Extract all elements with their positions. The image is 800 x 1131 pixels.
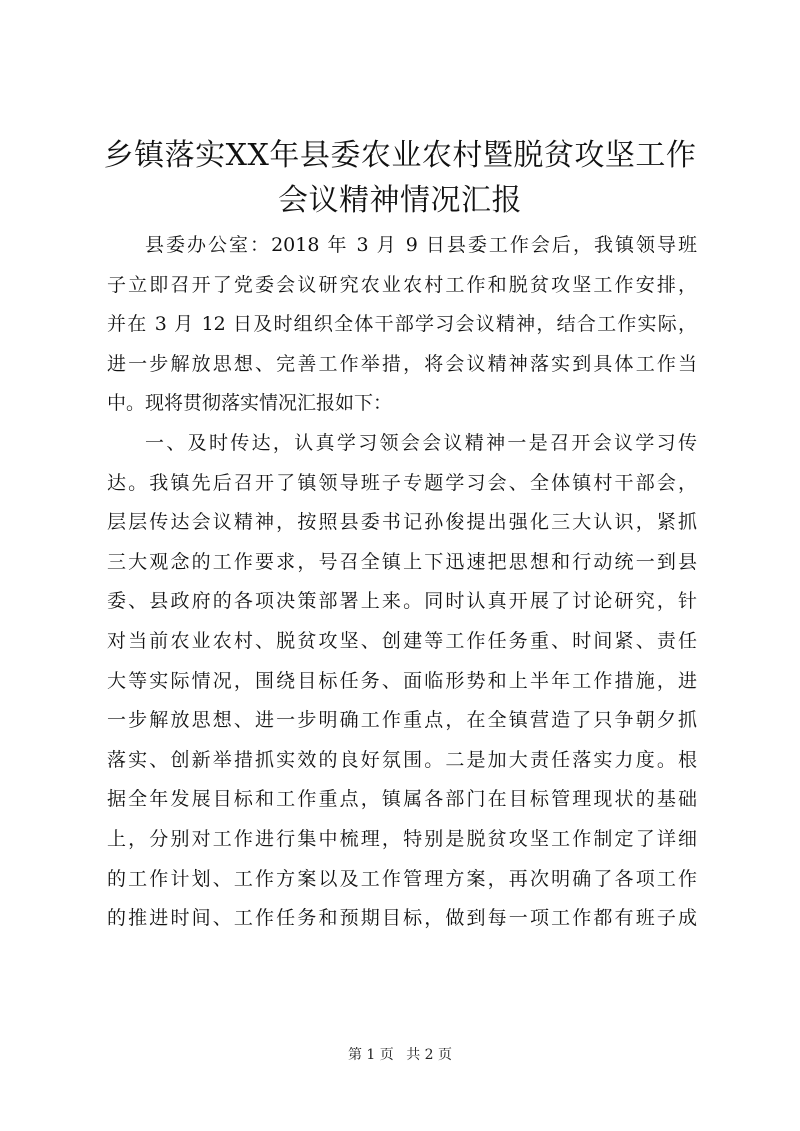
page-total: 共 2 页 (406, 1047, 453, 1063)
body-line: 对当前农业农村、脱贫攻坚、创建等工作任务重、时间紧、责任 (107, 629, 697, 652)
body-line: 中。现将贯彻落实情况汇报如下： (107, 392, 393, 415)
body-line: 据全年发展目标和工作重点，镇属各部门在目标管理现状的基础 (107, 788, 697, 811)
body-line: 落实、创新举措抓实效的良好氛围。二是加大责任落实力度。根 (107, 748, 697, 771)
body-line: 子立即召开了党委会议研究农业农村工作和脱贫攻坚工作安排， (107, 273, 697, 296)
page-footer (0, 1044, 800, 1064)
document-body (107, 226, 697, 939)
body-line: 层层传达会议精神，按照县委书记孙俊提出强化三大认识，紧抓 (107, 511, 697, 534)
body-line: 的推进时间、工作任务和预期目标，做到每一项工作都有班子成 (107, 907, 697, 930)
body-line: 一步解放思想、进一步明确工作重点，在全镇营造了只争朝夕抓 (107, 709, 697, 732)
document-title-line-2: 会议精神情况汇报 (278, 183, 522, 218)
body-line: 达。我镇先后召开了镇领导班子专题学习会、全体镇村干部会， (107, 471, 697, 494)
body-line: 县委办公室：2018 年 3 月 9 日县委工作会后，我镇领导班 (145, 234, 697, 256)
body-line: 的工作计划、工作方案以及工作管理方案，再次明确了各项工作 (107, 867, 697, 890)
body-line: 并在 3 月 12 日及时组织全体干部学习会议精神，结合工作实际， (107, 313, 697, 336)
document-title-line-1: 乡镇落实XX年县委农业农村暨脱贫攻坚工作 (103, 138, 697, 173)
body-line: 大等实际情况，围绕目标任务、面临形势和上半年工作措施，进 (107, 669, 697, 692)
page-number: 第 1 页 (347, 1047, 394, 1063)
body-line: 委、县政府的各项决策部署上来。同时认真开展了讨论研究，针 (107, 590, 697, 613)
body-line: 进一步解放思想、完善工作举措，将会议精神落实到具体工作当 (107, 352, 697, 375)
body-line: 三大观念的工作要求，号召全镇上下迅速把思想和行动统一到县 (107, 550, 697, 573)
body-line: 上，分别对工作进行集中梳理，特别是脱贫攻坚工作制定了详细 (107, 827, 697, 850)
body-line: 一、及时传达，认真学习领会会议精神一是召开会议学习传 (145, 431, 697, 454)
